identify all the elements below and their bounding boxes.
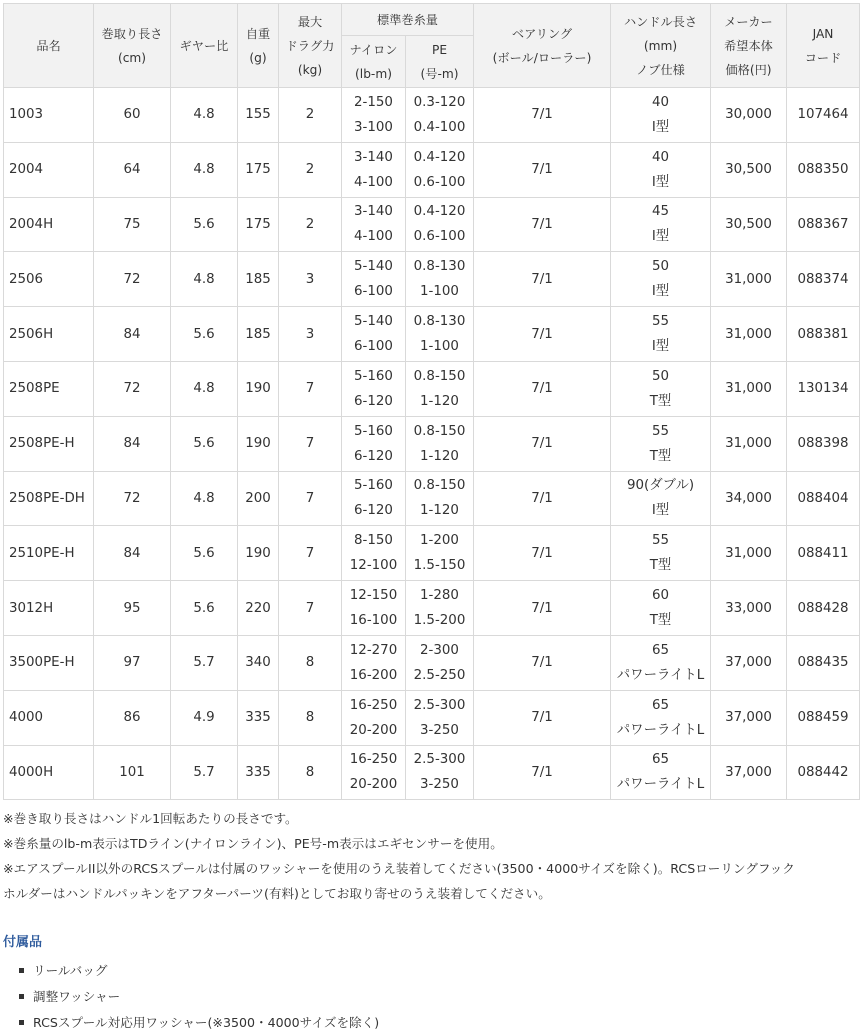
- cell-price: 31,000: [711, 526, 787, 581]
- cell-bearing: 7/1: [474, 252, 611, 307]
- cell-jan: 088411: [787, 526, 860, 581]
- table-row: [4, 690, 860, 745]
- cell-weight: 335: [238, 690, 279, 745]
- header-bearing: ベアリング (ボール/ローラー): [474, 4, 611, 88]
- cell-weight: 190: [238, 526, 279, 581]
- cell-pe: 1-280 1.5-200: [406, 581, 474, 636]
- cell-drag: 3: [279, 307, 342, 362]
- table-row: [4, 745, 860, 800]
- table-row: [4, 471, 860, 526]
- cell-drag: 7: [279, 526, 342, 581]
- header-weight: 自重 (g): [238, 4, 279, 88]
- cell-pe: 0.4-120 0.6-100: [406, 197, 474, 252]
- cell-drag: 2: [279, 197, 342, 252]
- cell-handle: 40 I型: [611, 142, 711, 197]
- table-header-row: [4, 4, 860, 36]
- cell-jan: 088374: [787, 252, 860, 307]
- cell-nylon: 16-250 20-200: [342, 745, 406, 800]
- cell-retrieve: 101: [94, 745, 171, 800]
- cell-bearing: 7/1: [474, 361, 611, 416]
- cell-gear: 4.8: [171, 142, 238, 197]
- cell-pe: 2.5-300 3-250: [406, 690, 474, 745]
- cell-model: 2004H: [4, 197, 94, 252]
- cell-jan: 130134: [787, 361, 860, 416]
- cell-retrieve: 86: [94, 690, 171, 745]
- cell-nylon: 16-250 20-200: [342, 690, 406, 745]
- cell-handle: 65 パワーライトL: [611, 690, 711, 745]
- cell-drag: 8: [279, 635, 342, 690]
- cell-nylon: 3-140 4-100: [342, 197, 406, 252]
- cell-gear: 5.6: [171, 526, 238, 581]
- cell-drag: 8: [279, 690, 342, 745]
- cell-bearing: 7/1: [474, 88, 611, 143]
- cell-gear: 4.8: [171, 471, 238, 526]
- cell-price: 31,000: [711, 416, 787, 471]
- cell-retrieve: 95: [94, 581, 171, 636]
- cell-retrieve: 60: [94, 88, 171, 143]
- cell-price: 30,500: [711, 197, 787, 252]
- cell-bearing: 7/1: [474, 635, 611, 690]
- cell-price: 33,000: [711, 581, 787, 636]
- header-model: 品名: [4, 4, 94, 88]
- cell-nylon: 12-270 16-200: [342, 635, 406, 690]
- cell-weight: 200: [238, 471, 279, 526]
- accessories-title: 付属品: [3, 935, 43, 950]
- cell-weight: 175: [238, 197, 279, 252]
- cell-model: 4000: [4, 690, 94, 745]
- cell-weight: 175: [238, 142, 279, 197]
- cell-price: 37,000: [711, 745, 787, 800]
- cell-gear: 4.8: [171, 252, 238, 307]
- cell-price: 31,000: [711, 307, 787, 362]
- cell-model: 2506: [4, 252, 94, 307]
- cell-drag: 7: [279, 471, 342, 526]
- cell-pe: 1-200 1.5-150: [406, 526, 474, 581]
- cell-nylon: 5-160 6-120: [342, 361, 406, 416]
- accessory-label: RCSスプール対応用ワッシャー(※3500・4000サイズを除く): [33, 1015, 380, 1030]
- cell-nylon: 5-140 6-100: [342, 307, 406, 362]
- cell-bearing: 7/1: [474, 416, 611, 471]
- cell-model: 1003: [4, 88, 94, 143]
- header-pe: PE (号-m): [406, 36, 474, 88]
- table-row: [4, 307, 860, 362]
- cell-retrieve: 84: [94, 307, 171, 362]
- cell-bearing: 7/1: [474, 471, 611, 526]
- cell-jan: 088404: [787, 471, 860, 526]
- cell-pe: 0.8-130 1-100: [406, 252, 474, 307]
- cell-gear: 5.6: [171, 197, 238, 252]
- cell-retrieve: 97: [94, 635, 171, 690]
- cell-jan: 088428: [787, 581, 860, 636]
- cell-bearing: 7/1: [474, 526, 611, 581]
- cell-jan: 088350: [787, 142, 860, 197]
- cell-gear: 5.7: [171, 745, 238, 800]
- cell-weight: 340: [238, 635, 279, 690]
- cell-gear: 5.6: [171, 581, 238, 636]
- cell-bearing: 7/1: [474, 581, 611, 636]
- note-3: ※エアスプールII以外のRCSスプールは付属のワッシャーを使用のうえ装着してください(3500・4000サイズを除く)。RCSローリングフック: [3, 861, 795, 876]
- accessory-item: [19, 958, 379, 984]
- cell-model: 3500PE-H: [4, 635, 94, 690]
- cell-weight: 335: [238, 745, 279, 800]
- cell-jan: 107464: [787, 88, 860, 143]
- cell-nylon: 3-140 4-100: [342, 142, 406, 197]
- cell-weight: 185: [238, 307, 279, 362]
- cell-model: 2508PE-DH: [4, 471, 94, 526]
- cell-handle: 50 I型: [611, 252, 711, 307]
- table-body: [4, 88, 860, 800]
- table-row: [4, 526, 860, 581]
- cell-pe: 2-300 2.5-250: [406, 635, 474, 690]
- cell-jan: 088459: [787, 690, 860, 745]
- cell-handle: 40 I型: [611, 88, 711, 143]
- cell-price: 37,000: [711, 635, 787, 690]
- cell-jan: 088442: [787, 745, 860, 800]
- cell-pe: 0.4-120 0.6-100: [406, 142, 474, 197]
- table-row: [4, 416, 860, 471]
- bullet-icon: [19, 968, 24, 973]
- cell-model: 2508PE-H: [4, 416, 94, 471]
- header-line-capacity: 標準巻糸量: [342, 4, 474, 36]
- cell-retrieve: 84: [94, 526, 171, 581]
- cell-handle: 55 T型: [611, 526, 711, 581]
- cell-handle: 65 パワーライトL: [611, 635, 711, 690]
- cell-drag: 8: [279, 745, 342, 800]
- cell-price: 31,000: [711, 252, 787, 307]
- cell-weight: 190: [238, 361, 279, 416]
- cell-retrieve: 75: [94, 197, 171, 252]
- cell-price: 37,000: [711, 690, 787, 745]
- cell-model: 3012H: [4, 581, 94, 636]
- cell-handle: 45 I型: [611, 197, 711, 252]
- table-row: [4, 361, 860, 416]
- cell-weight: 155: [238, 88, 279, 143]
- cell-nylon: 8-150 12-100: [342, 526, 406, 581]
- table-row: [4, 635, 860, 690]
- cell-gear: 5.6: [171, 307, 238, 362]
- cell-gear: 4.8: [171, 361, 238, 416]
- note-3-continued: ホルダーはハンドルパッキンをアフターパーツ(有料)としてお取り寄せのうえ装着してください。: [3, 886, 551, 901]
- cell-jan: 088435: [787, 635, 860, 690]
- cell-nylon: 12-150 16-100: [342, 581, 406, 636]
- cell-retrieve: 72: [94, 361, 171, 416]
- cell-jan: 088367: [787, 197, 860, 252]
- table-row: [4, 88, 860, 143]
- cell-pe: 0.8-150 1-120: [406, 416, 474, 471]
- cell-handle: 55 T型: [611, 416, 711, 471]
- cell-model: 2506H: [4, 307, 94, 362]
- accessory-item: [19, 1010, 379, 1036]
- cell-bearing: 7/1: [474, 142, 611, 197]
- cell-pe: 0.8-150 1-120: [406, 361, 474, 416]
- cell-nylon: 5-160 6-120: [342, 471, 406, 526]
- header-handle: ハンドル長さ (mm) ノブ仕様: [611, 4, 711, 88]
- header-price: メーカー 希望本体 価格(円): [711, 4, 787, 88]
- header-nylon: ナイロン (lb-m): [342, 36, 406, 88]
- cell-drag: 7: [279, 581, 342, 636]
- cell-retrieve: 64: [94, 142, 171, 197]
- header-retrieve: 巻取り長さ (cm): [94, 4, 171, 88]
- cell-model: 2508PE: [4, 361, 94, 416]
- cell-nylon: 5-140 6-100: [342, 252, 406, 307]
- cell-nylon: 5-160 6-120: [342, 416, 406, 471]
- cell-pe: 0.3-120 0.4-100: [406, 88, 474, 143]
- cell-weight: 220: [238, 581, 279, 636]
- cell-gear: 4.8: [171, 88, 238, 143]
- table-row: [4, 252, 860, 307]
- cell-price: 30,000: [711, 88, 787, 143]
- cell-weight: 190: [238, 416, 279, 471]
- cell-pe: 2.5-300 3-250: [406, 745, 474, 800]
- cell-handle: 90(ダブル) I型: [611, 471, 711, 526]
- accessory-label: 調整ワッシャー: [33, 989, 121, 1004]
- table-row: [4, 581, 860, 636]
- accessory-label: リールバッグ: [33, 963, 108, 978]
- cell-model: 2510PE-H: [4, 526, 94, 581]
- accessories-list: [19, 958, 379, 1036]
- cell-bearing: 7/1: [474, 307, 611, 362]
- header-drag: 最大 ドラグ力 (kg): [279, 4, 342, 88]
- cell-drag: 3: [279, 252, 342, 307]
- cell-handle: 55 I型: [611, 307, 711, 362]
- cell-bearing: 7/1: [474, 197, 611, 252]
- cell-retrieve: 72: [94, 471, 171, 526]
- cell-handle: 60 T型: [611, 581, 711, 636]
- header-jan: JAN コード: [787, 4, 860, 88]
- spec-table: [3, 3, 860, 800]
- bullet-icon: [19, 994, 24, 999]
- cell-model: 2004: [4, 142, 94, 197]
- cell-price: 34,000: [711, 471, 787, 526]
- cell-retrieve: 72: [94, 252, 171, 307]
- cell-pe: 0.8-150 1-120: [406, 471, 474, 526]
- cell-pe: 0.8-130 1-100: [406, 307, 474, 362]
- cell-price: 30,500: [711, 142, 787, 197]
- note-2: ※巻糸量のlb-m表示はTDライン(ナイロンライン)、PE号-m表示はエギセンサーを使用。: [3, 836, 503, 851]
- header-gear: ギヤー比: [171, 4, 238, 88]
- cell-handle: 65 パワーライトL: [611, 745, 711, 800]
- cell-nylon: 2-150 3-100: [342, 88, 406, 143]
- cell-bearing: 7/1: [474, 690, 611, 745]
- cell-retrieve: 84: [94, 416, 171, 471]
- cell-handle: 50 T型: [611, 361, 711, 416]
- cell-gear: 5.6: [171, 416, 238, 471]
- cell-bearing: 7/1: [474, 745, 611, 800]
- note-1: ※巻き取り長さはハンドル1回転あたりの長さです。: [3, 811, 298, 826]
- cell-price: 31,000: [711, 361, 787, 416]
- cell-drag: 7: [279, 361, 342, 416]
- table-row: [4, 142, 860, 197]
- cell-gear: 5.7: [171, 635, 238, 690]
- notes: [3, 806, 859, 906]
- cell-drag: 2: [279, 142, 342, 197]
- accessory-item: [19, 984, 379, 1010]
- cell-gear: 4.9: [171, 690, 238, 745]
- cell-drag: 7: [279, 416, 342, 471]
- cell-jan: 088381: [787, 307, 860, 362]
- bullet-icon: [19, 1020, 24, 1025]
- cell-weight: 185: [238, 252, 279, 307]
- cell-model: 4000H: [4, 745, 94, 800]
- cell-drag: 2: [279, 88, 342, 143]
- cell-jan: 088398: [787, 416, 860, 471]
- table-row: [4, 197, 860, 252]
